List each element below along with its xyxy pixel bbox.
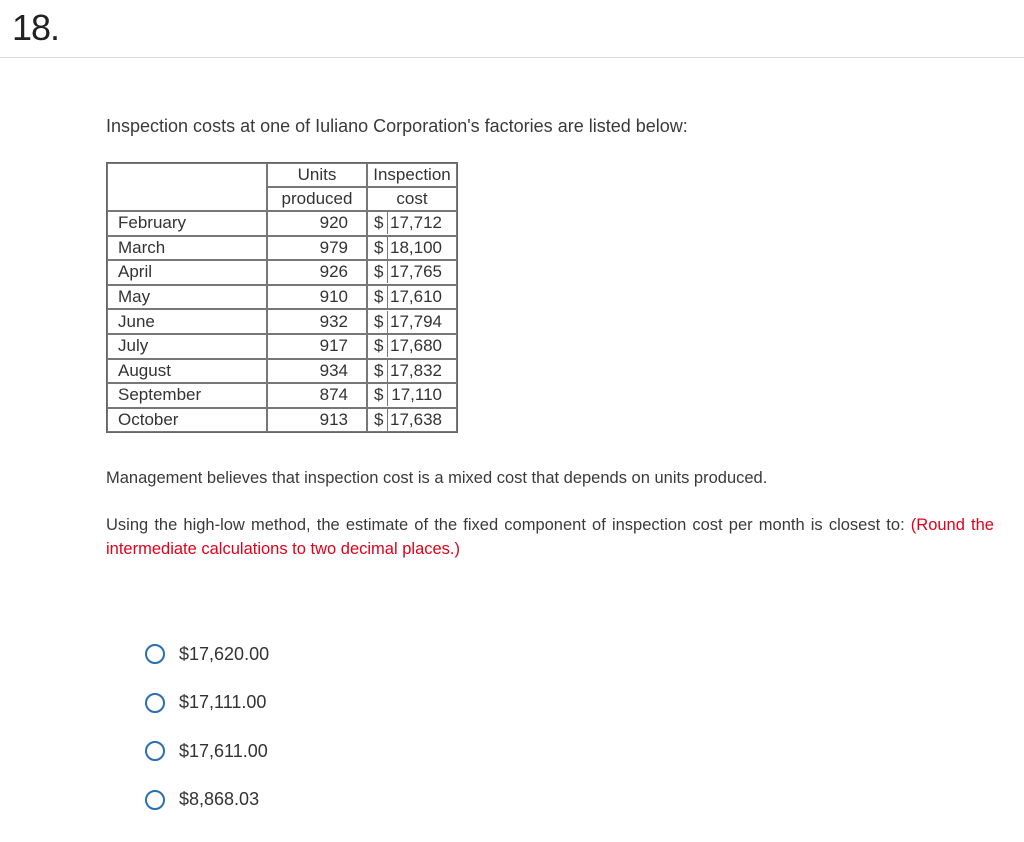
cost-header-line1: Inspection: [373, 165, 451, 184]
month-cell: February: [107, 211, 267, 236]
month-cell: July: [107, 334, 267, 359]
month-cell: August: [107, 359, 267, 384]
cost-amount: 17,680: [390, 336, 442, 356]
table-row: [107, 211, 457, 236]
answer-options: [145, 640, 269, 834]
month-cell: October: [107, 408, 267, 433]
table-row: [107, 285, 457, 310]
answer-option-label[interactable]: $17,111.00: [179, 692, 267, 712]
header-divider: [0, 57, 1024, 58]
month-cell: May: [107, 285, 267, 310]
currency-symbol: $: [368, 384, 388, 406]
currency-symbol: $: [368, 311, 388, 333]
currency-symbol: $: [368, 335, 388, 357]
question-number: 18.: [12, 7, 60, 48]
table-header-month: [107, 163, 267, 211]
table-row: [107, 260, 457, 285]
answer-option[interactable]: [145, 737, 269, 765]
month-cell: April: [107, 260, 267, 285]
units-cell: 926: [267, 260, 367, 285]
table-row: [107, 383, 457, 408]
cost-cell: [367, 309, 457, 334]
cost-amount: 17,712: [390, 213, 442, 233]
units-cell: 979: [267, 236, 367, 261]
cost-cell: [367, 211, 457, 236]
question-intro: Inspection costs at one of Iuliano Corporation's factories are listed below:: [106, 116, 688, 136]
inspection-cost-table: [106, 162, 458, 433]
answer-option-label[interactable]: $17,611.00: [179, 740, 268, 761]
units-cell: 874: [267, 383, 367, 408]
cost-cell: [367, 285, 457, 310]
cost-cell: [367, 334, 457, 359]
units-header-line2: produced: [281, 189, 353, 208]
cost-amount: 17,765: [390, 262, 442, 282]
table-header-cost-2: [367, 187, 457, 211]
table-header-units-2: [267, 187, 367, 211]
cost-header-line2: cost: [396, 189, 428, 208]
currency-symbol: $: [368, 212, 388, 234]
cost-amount: 17,610: [390, 287, 442, 307]
units-cell: 917: [267, 334, 367, 359]
rounding-note: (Round the intermediate calculations to two decimal places.): [106, 516, 994, 558]
table-header-cost: [367, 163, 457, 187]
answer-option[interactable]: [145, 786, 269, 814]
radio-button-icon[interactable]: [145, 693, 165, 713]
table-row: [107, 309, 457, 334]
units-cell: 934: [267, 359, 367, 384]
cost-amount: 17,110: [391, 385, 442, 405]
question-prompt: [106, 513, 994, 561]
cost-cell: [367, 383, 457, 408]
answer-option-label[interactable]: $8,868.03: [179, 789, 260, 809]
answer-option-label[interactable]: $17,620.00: [179, 643, 270, 664]
cost-amount: 18,100: [390, 237, 442, 257]
cost-cell: [367, 408, 457, 433]
answer-option[interactable]: [145, 640, 269, 668]
currency-symbol: $: [368, 360, 388, 382]
cost-cell: [367, 359, 457, 384]
currency-symbol: $: [368, 286, 388, 308]
cost-cell: [367, 260, 457, 285]
table-row: [107, 334, 457, 359]
units-header-line1: Units: [297, 165, 337, 184]
table-row: [107, 359, 457, 384]
radio-button-icon[interactable]: [145, 644, 165, 664]
answer-option[interactable]: [145, 689, 269, 717]
table-row: [107, 408, 457, 433]
month-cell: March: [107, 236, 267, 261]
currency-symbol: $: [368, 409, 388, 431]
cost-cell: [367, 236, 457, 261]
question-prompt-text: Using the high-low method, the estimate of the fixed component of inspection cost per month is closest to:: [106, 516, 905, 534]
cost-amount: 17,638: [390, 410, 442, 430]
month-cell: September: [107, 383, 267, 408]
cost-amount: 17,794: [390, 311, 442, 331]
management-statement: Management believes that inspection cost is a mixed cost that depends on units produced.: [106, 469, 768, 487]
currency-symbol: $: [368, 261, 388, 283]
table-row: [107, 236, 457, 261]
radio-button-icon[interactable]: [145, 741, 165, 761]
cost-amount: 17,832: [390, 360, 442, 380]
units-cell: 913: [267, 408, 367, 433]
units-cell: 910: [267, 285, 367, 310]
radio-button-icon[interactable]: [145, 790, 165, 810]
month-cell: June: [107, 309, 267, 334]
units-cell: 920: [267, 211, 367, 236]
table-header-units: [267, 163, 367, 187]
currency-symbol: $: [368, 237, 388, 259]
units-cell: 932: [267, 309, 367, 334]
